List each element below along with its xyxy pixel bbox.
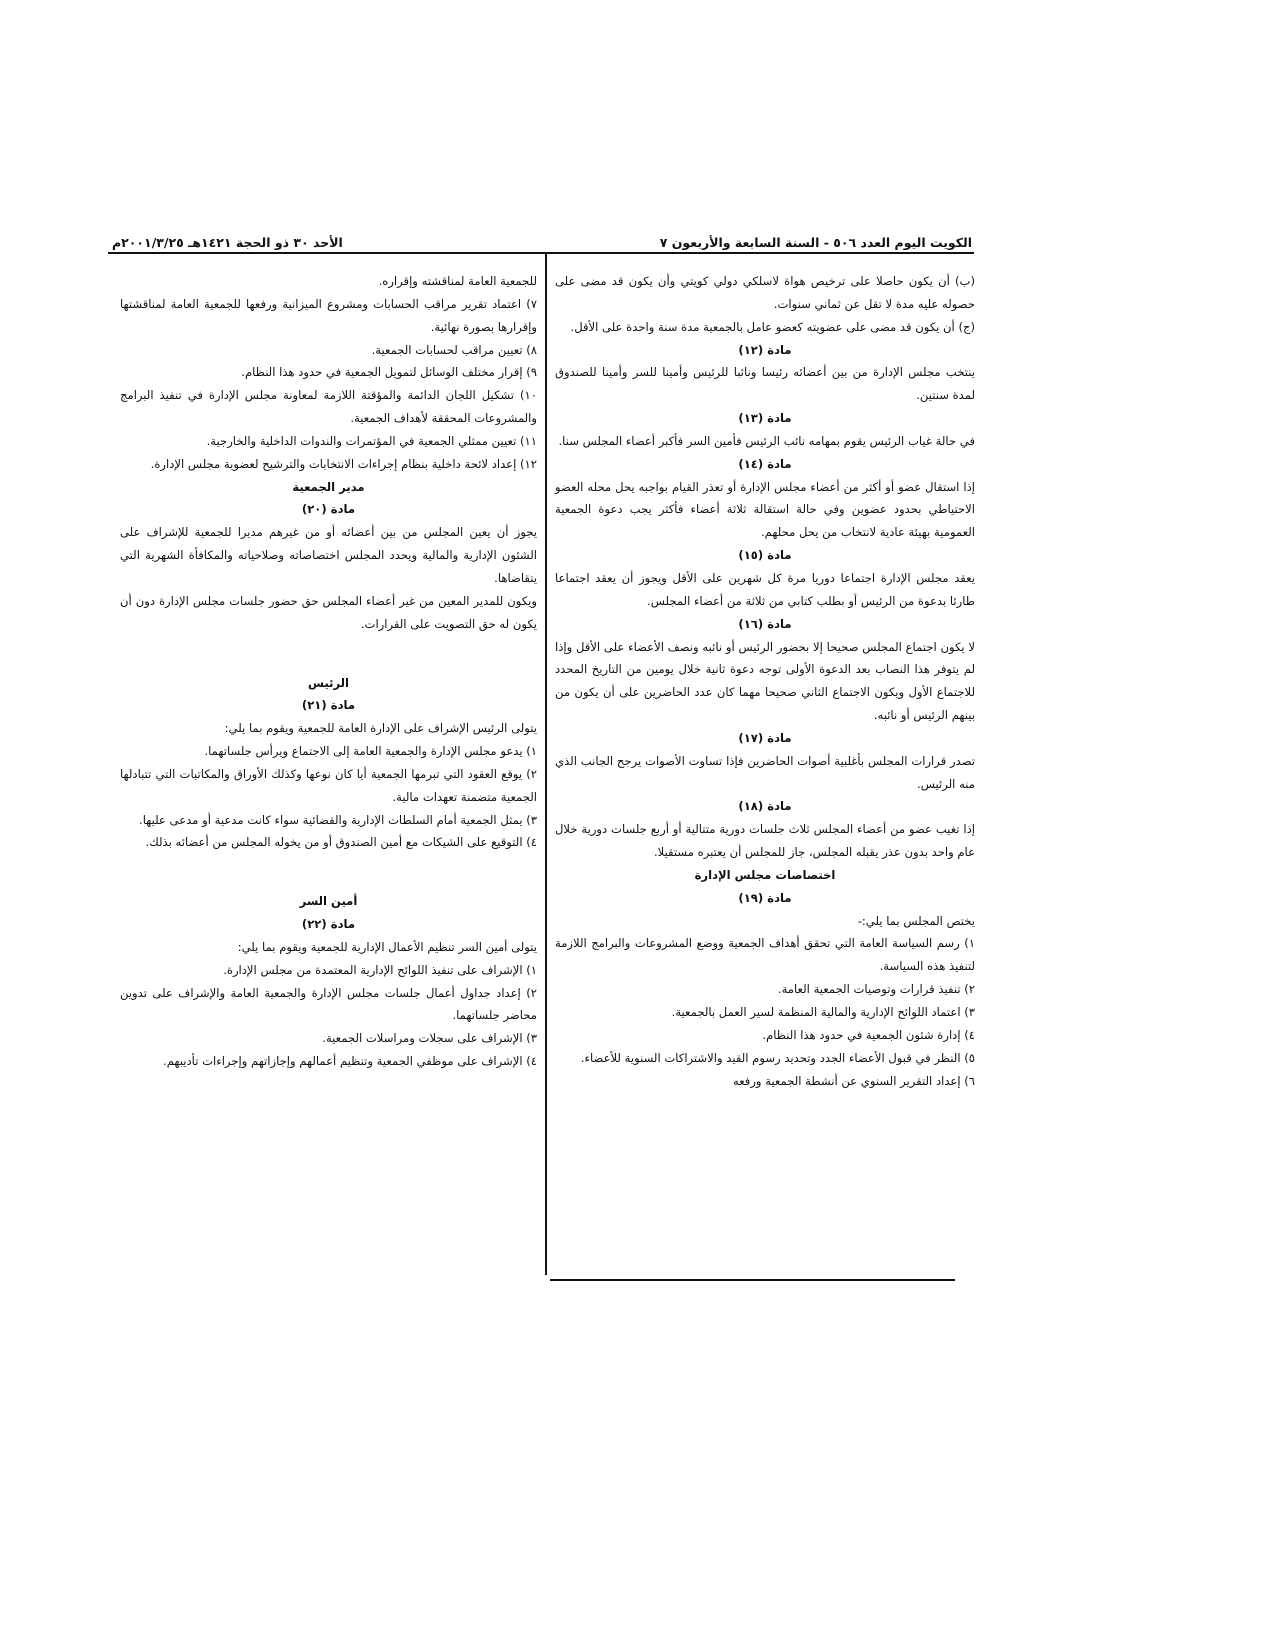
section-heading: مادة (٢١) <box>301 698 356 713</box>
paragraph: (ب) أن يكون حاصلا على ترخيص هواة لاسلكي دولي كويتي وأن يكون قد مضى على حصوله عليه مدة لا تقل عن ثماني سنوات. <box>555 274 975 311</box>
paragraph: ويكون للمدير المعين من غير أعضاء المجلس حق حضور جلسات مجلس الإدارة دون أن يكون له حق التصويت على القرارات. <box>120 593 537 631</box>
section-heading: مادة (٢٠) <box>301 502 356 517</box>
paragraph: ٢) يوقع العقود التي تبرمها الجمعية أيا كان نوعها وكذلك الأوراق والمكاتبات التي تتبادلها الجمعية متضمنة تعهدات مالية. <box>120 766 537 804</box>
paragraph: (ج) أن يكون قد مضى على عضويته كعضو عامل بالجمعية مدة سنة واحدة على الأقل. <box>570 319 975 334</box>
paragraph: للجمعية العامة لمناقشته وإقراره. <box>378 274 537 288</box>
section-heading: مادة (١٣) <box>738 411 792 426</box>
section-heading: مادة (١٥) <box>738 548 792 563</box>
paragraph: يجوز أن يعين المجلس من بين أعضائه أو من غيرهم مديرا للجمعية للإشراف على الشئون الإدارية والمالية ويحدد المجلس اختصاصاته وصلاحياته والمكافأة الشهرية التي يتقاضاها. <box>120 525 537 585</box>
paragraph: ينتخب مجلس الإدارة من بين أعضائه رئيسا ونائبا للرئيس وأمينا للسر وأمينا للصندوق لمدة سنتين. <box>555 365 975 403</box>
section-spacer <box>120 854 537 890</box>
footer-rule <box>550 1279 955 1281</box>
paragraph: ٢) إعداد جداول أعمال جلسات مجلس الإدارة والجمعية العامة والإشراف على تدوين محاضر جلساتهما. <box>120 985 537 1023</box>
right-column <box>555 270 975 1092</box>
paragraph: يختص المجلس بما يلي:- <box>857 913 975 928</box>
paragraph: ٥) النظر في قبول الأعضاء الجدد وتحديد رسوم القيد والاشتراكات السنوية للأعضاء. <box>580 1050 975 1065</box>
paragraph: ٣) يمثل الجمعية أمام السلطات الإدارية والقضائية سواء كانت مدعية أو مدعى عليها. <box>139 812 537 827</box>
header-rule <box>108 252 974 254</box>
section-heading: مادة (١٨) <box>738 799 792 814</box>
paragraph: ٤) التوقيع على الشيكات مع أمين الصندوق أو من يخوله المجلس من أعضائه بذلك. <box>145 835 537 850</box>
paragraph: يتولى الرئيس الإشراف على الإدارة العامة للجمعية ويقوم بما يلي: <box>224 721 537 736</box>
paragraph: ٣) الإشراف على سجلات ومراسلات الجمعية. <box>322 1031 537 1046</box>
paragraph: ٣) اعتماد اللوائح الإدارية والمالية المنظمة لسير العمل بالجمعية. <box>671 1005 975 1019</box>
section-heading: مدير الجمعية <box>292 479 365 494</box>
paragraph: ١) رسم السياسة العامة التي تحقق أهداف الجمعية ووضع المشروعات والبرامج اللازمة لتنفيذ هذه السياسة. <box>555 936 975 974</box>
section-heading: مادة (١٤) <box>738 456 792 471</box>
paragraph: ١١) تعيين ممثلي الجمعية في المؤتمرات والندوات الداخلية والخارجية. <box>206 433 537 448</box>
header-publication-info: الكويت اليوم العدد ٥٠٦ - السنة السابعة والأربعون ٧ <box>659 235 972 250</box>
left-column <box>120 270 537 1073</box>
section-heading: اختصاصات مجلس الإدارة <box>694 867 836 882</box>
paragraph: إذا استقال عضو أو أكثر من أعضاء مجلس الإدارة أو تعذر القيام بواجبه يحل محله العضو الاحتياطي بحدود عضوين وفي حالة استقالة ثلاثة أعضاء فأكثر يجب دعوة الجمعية العمومية بهيئة عادية لانتخاب من يحل محلهم. <box>555 479 975 540</box>
paragraph: ١٢) إعداد لائحة داخلية بنظام إجراءات الانتخابات والترشيح لعضوية مجلس الإدارة. <box>150 456 537 471</box>
paragraph: ٦) إعداد التقرير السنوي عن أنشطة الجمعية ورفعه <box>732 1073 975 1088</box>
paragraph: يعقد مجلس الإدارة اجتماعا دوريا مرة كل شهرين على الأقل ويجوز أن يعقد اجتماعا طارئا بدعوة من الرئيس أو بطلب كتابي من ثلاثة من أعضاء المجلس. <box>555 570 975 608</box>
section-heading: مادة (١٢) <box>738 342 792 357</box>
paragraph: ٢) تنفيذ قرارات وتوصيات الجمعية العامة. <box>777 982 975 997</box>
paragraph: ٩) إقرار مختلف الوسائل لتمويل الجمعية في حدود هذا النظام. <box>241 365 537 380</box>
paragraph: إذا تغيب عضو من أعضاء المجلس ثلاث جلسات دورية متتالية أو أربع جلسات دورية خلال عام واحد بدون عذر يقبله المجلس، جاز للمجلس أن يعتبره مستقيلا. <box>555 822 975 860</box>
paragraph: ٤) الإشراف على موظفي الجمعية وتنظيم أعمالهم وإجازاتهم وإجراءات تأديبهم. <box>163 1054 537 1069</box>
paragraph: ١٠) تشكيل اللجان الدائمة والمؤقتة اللازمة لمعاونة مجلس الإدارة في تنفيذ البرامج والمشروعات المحققة لأهداف الجمعية. <box>120 388 537 426</box>
section-heading: مادة (١٧) <box>738 730 792 745</box>
paragraph: تصدر قرارات المجلس بأغلبية أصوات الحاضرين فإذا تساوت الأصوات يرجح الجانب الذي منه الرئيس. <box>555 753 975 791</box>
paragraph: لا يكون اجتماع المجلس صحيحا إلا بحضور الرئيس أو نائبه ونصف الأعضاء على الأقل وإذا لم يتوفر هذا النصاب بعد الدعوة الأولى توجه دعوة ثانية خلال يومين من التاريخ المحدد للاجتماع الأول ويكون الاجتماع الثاني صحيحا مهما كان عدد الحاضرين على أن يكون من بينهم الرئيس أو نائبه. <box>555 639 975 723</box>
paragraph: في حالة غياب الرئيس يقوم بمهامه نائب الرئيس فأمين السر فأكبر أعضاء المجلس سنا. <box>558 433 975 448</box>
paragraph: ٧) اعتماد تقرير مراقب الحسابات ومشروع الميزانية ورفعها للجمعية العامة لمناقشتها وإقرارها بصورة نهائية. <box>120 296 537 334</box>
header-date: الأحد ٣٠ ذو الحجة ١٤٢١هـ ٢٠٠١/٣/٢٥م <box>112 235 343 250</box>
paragraph: ٨) تعيين مراقب لحسابات الجمعية. <box>371 342 537 357</box>
section-heading: مادة (٢٢) <box>301 917 356 932</box>
section-heading: أمين السر <box>299 894 358 909</box>
column-divider <box>545 252 547 1275</box>
paragraph: ١) الإشراف على تنفيذ اللوائح الإدارية المعتمدة من مجلس الإدارة. <box>223 962 537 977</box>
section-spacer <box>120 636 537 672</box>
paragraph: ١) يدعو مجلس الإدارة والجمعية العامة إلى الاجتماع ويرأس جلساتهما. <box>204 744 537 759</box>
section-heading: مادة (١٩) <box>738 890 792 905</box>
page-header <box>112 226 972 250</box>
section-heading: مادة (١٦) <box>738 616 792 631</box>
paragraph: ٤) إدارة شئون الجمعية في حدود هذا النظام. <box>762 1027 975 1042</box>
paragraph: يتولى أمين السر تنظيم الأعمال الإدارية للجمعية ويقوم بما يلي: <box>237 939 537 954</box>
section-heading: الرئيس <box>307 675 349 690</box>
